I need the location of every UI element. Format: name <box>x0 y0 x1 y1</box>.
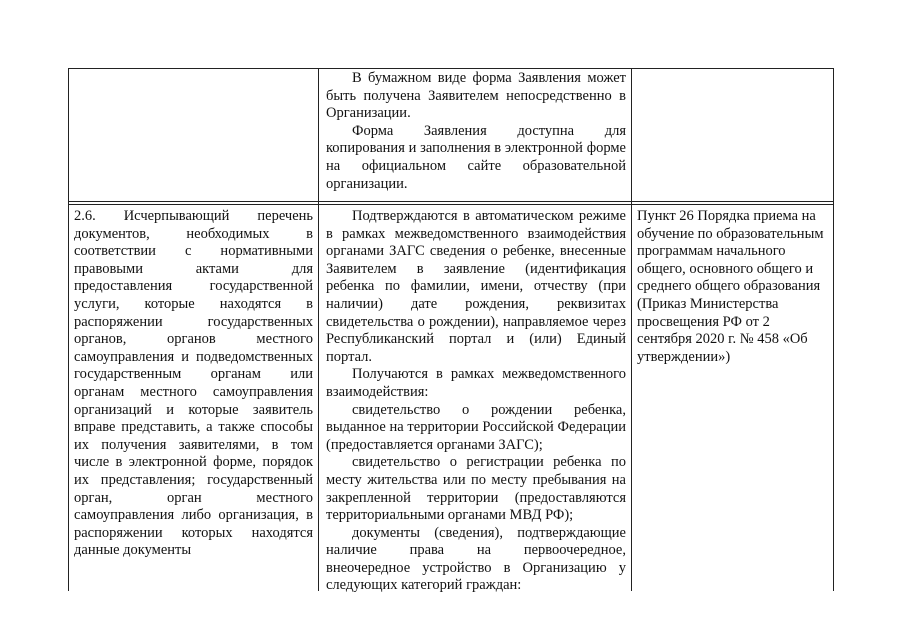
table-row-divider-2 <box>68 204 834 205</box>
electronic-form-paragraph: Форма Заявления доступна для копирования и заполнения в электронной форме на официальном сайте образовательной организации. <box>326 122 626 192</box>
item-2-6-content-cell <box>326 208 626 595</box>
birth-certificate-paragraph: свидетельство о рождении ребенка, выданное на территории Российской Федерации (предоставляется органами ЗАГС); <box>326 401 626 453</box>
table-border-left <box>68 68 69 591</box>
top-row-middle-cell <box>326 70 626 193</box>
document-table <box>68 68 834 594</box>
priority-rights-paragraph: документы (сведения), подтверждающие наличие права на первоочередное, внеочередное устройство в Организацию у следующих категорий граждан: <box>326 524 626 594</box>
table-column-divider-2 <box>631 68 632 591</box>
item-2-6-title-cell <box>74 208 313 560</box>
interagency-heading-paragraph: Получаются в рамках межведомственного взаимодействия: <box>326 366 626 400</box>
table-border-top <box>68 68 834 69</box>
table-border-right <box>833 68 834 591</box>
item-2-6-legal-basis-cell <box>637 208 827 366</box>
paper-form-paragraph: В бумажном виде форма Заявления может быть получена Заявителем непосредственно в Организации. <box>326 70 626 122</box>
item-2-6-title: 2.6. Исчерпывающий перечень документов, необходимых в соответствии с нормативными правовыми актами для предоставления государственной услуги, которые находятся в распоряжении государственных органов, органов местного самоуправления и подведомственных государственным органам или органам местного самоуправления организаций и которые заявитель вправе представить, а также способы их получения заявителями, в том числе в электронной форме, порядок их представления; государственный орган, орган местного самоуправления либо организация, в распоряжении которых находятся данные документы <box>74 208 313 559</box>
table-column-divider-1 <box>318 68 319 591</box>
legal-basis-text: Пункт 26 Порядка приема на обучение по образовательным программам начального общего, основного общего и среднего общего образования (Приказ Министерства просвещения РФ от 2 сентября 2020 г. № 458 «Об утверждении») <box>637 208 824 365</box>
automatic-confirmation-paragraph: Подтверждаются в автоматическом режиме в рамках межведомственного взаимодействия органами ЗАГС сведения о ребенке, внесенные Заявителем в заявление (идентификация ребенка по фамилии, имени, отчеству (при наличии) дате рождения, реквизитах свидетельства о рождении), направляемое через Республиканский портал и (или) Единый портал. <box>326 208 626 365</box>
registration-certificate-paragraph: свидетельство о регистрации ребенка по месту жительства или по месту пребывания на закрепленной территории (предоставляются территориальными органами МВД РФ); <box>326 454 626 524</box>
table-row-divider-1 <box>68 201 834 202</box>
